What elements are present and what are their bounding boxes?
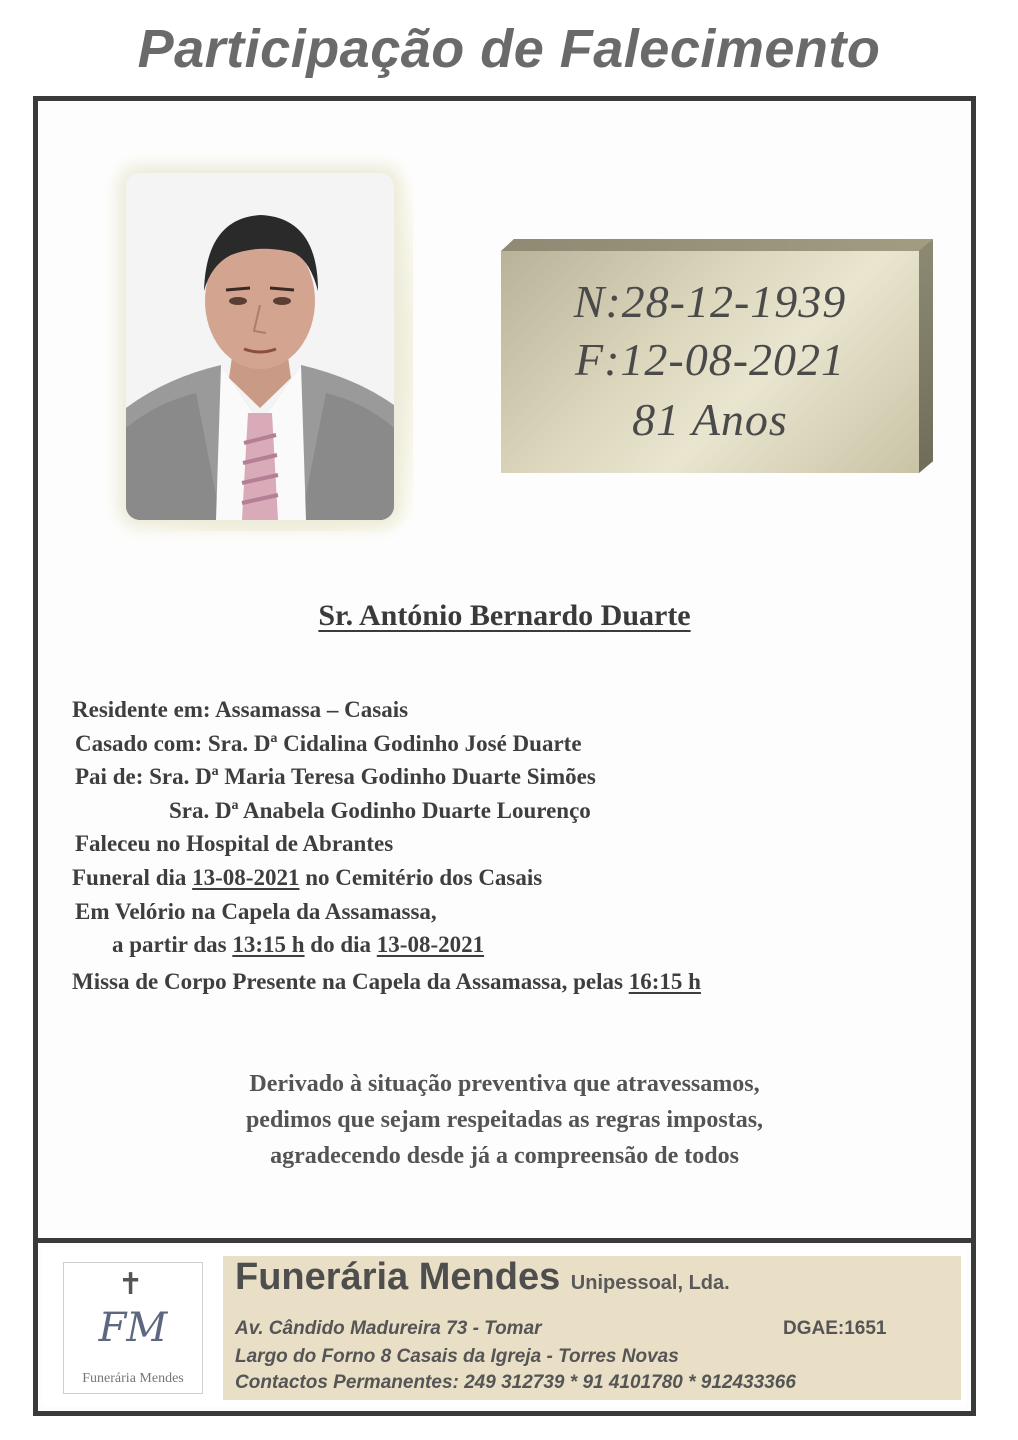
wake-from-prefix: a partir das bbox=[112, 932, 233, 957]
wake-from-mid: do dia bbox=[304, 932, 377, 957]
birth-date: N:28-12-1939 bbox=[573, 276, 847, 327]
notice-line-3: agradecendo desde já a compreensão de todos bbox=[270, 1143, 739, 1169]
funeral-prefix: Funeral dia bbox=[72, 865, 193, 890]
logo-monogram: FM bbox=[98, 1305, 168, 1351]
address-tomar: Av. Cândido Madureira 73 - Tomar bbox=[235, 1318, 542, 1339]
age: 81 Anos bbox=[632, 394, 788, 445]
company-name-text: Funerária Mendes bbox=[235, 1256, 561, 1298]
footer-divider bbox=[38, 1238, 971, 1243]
plaque-side-edge bbox=[919, 239, 933, 473]
deceased-photo bbox=[126, 173, 394, 520]
page-title: Participação de Falecimento bbox=[137, 19, 881, 79]
death-place-line: Faleceu no Hospital de Abrantes bbox=[75, 831, 394, 856]
mass-time: 16:15 h bbox=[628, 969, 701, 994]
wake-date: 13-08-2021 bbox=[376, 932, 485, 957]
logo-caption: Funerária Mendes bbox=[82, 1371, 184, 1386]
residence-line: Residente em: Assamassa – Casais bbox=[72, 697, 409, 722]
company-suffix: Unipessoal, Lda. bbox=[570, 1272, 730, 1294]
wake-time-line bbox=[112, 932, 484, 958]
funeral-suffix: no Cemitério dos Casais bbox=[299, 865, 543, 890]
mass-prefix: Missa de Corpo Presente na Capela da Assamassa, pelas bbox=[72, 969, 629, 994]
funeral-date: 13-08-2021 bbox=[192, 865, 300, 890]
funeral-line bbox=[72, 865, 542, 891]
funeral-home-logo bbox=[63, 1262, 203, 1394]
footer-contact-panel bbox=[223, 1256, 961, 1400]
dgae-number: DGAE:1651 bbox=[783, 1318, 887, 1339]
notice-frame bbox=[33, 96, 976, 1416]
contacts-line: Contactos Permanentes: 249 312739 * 91 4101780 * 912433366 bbox=[235, 1372, 796, 1393]
dates-plaque bbox=[501, 239, 919, 474]
child-line-2: Sra. Dª Anabela Godinho Duarte Lourenço bbox=[169, 798, 591, 823]
death-date: F:12-08-2021 bbox=[574, 334, 846, 385]
notice-line-2: pedimos que sejam respeitadas as regras impostas, bbox=[245, 1107, 764, 1133]
notice-line-1: Derivado à situação preventiva que atravessamos, bbox=[249, 1071, 760, 1097]
deceased-name bbox=[38, 599, 971, 633]
wake-time: 13:15 h bbox=[232, 932, 305, 957]
footer bbox=[43, 1248, 966, 1406]
spouse-line: Casado com: Sra. Dª Cidalina Godinho José Duarte bbox=[75, 731, 582, 756]
address-torres-novas: Largo do Forno 8 Casais da Igreja - Torres Novas bbox=[235, 1346, 679, 1367]
wake-line: Em Velório na Capela da Assamassa, bbox=[75, 899, 437, 924]
cross-icon: ✝ bbox=[118, 1267, 144, 1302]
plaque-top-edge bbox=[501, 239, 933, 251]
mass-line bbox=[72, 969, 701, 995]
company-name bbox=[235, 1256, 730, 1299]
children-line: Pai de: Sra. Dª Maria Teresa Godinho Duarte Simões bbox=[75, 764, 596, 789]
deceased-name-text: Sr. António Bernardo Duarte bbox=[318, 599, 691, 632]
